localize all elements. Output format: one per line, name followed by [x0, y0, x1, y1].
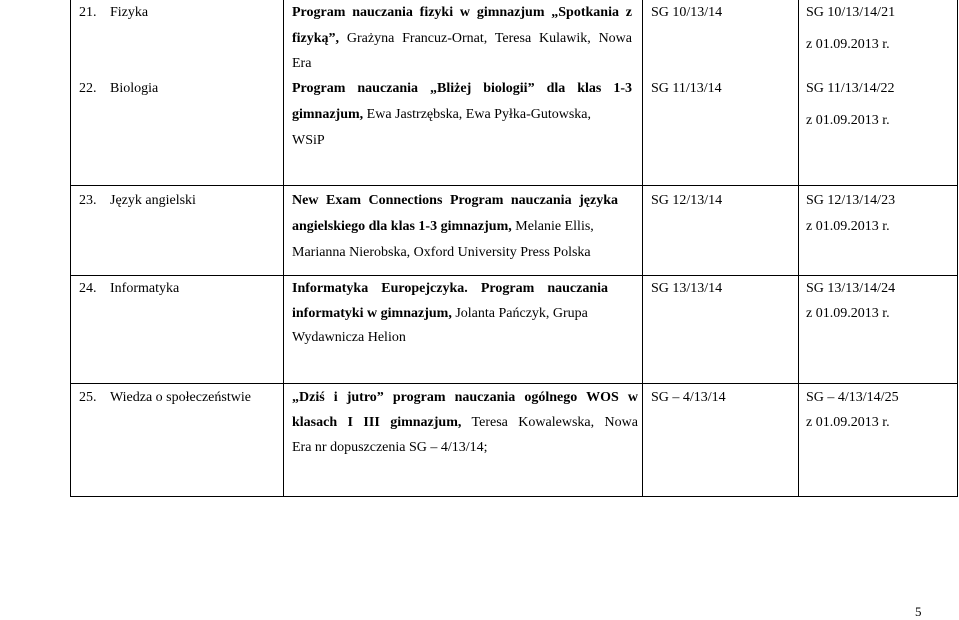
approval-date: z 01.09.2013 r.: [806, 219, 890, 234]
program-line: [292, 31, 632, 47]
subject-name: Język angielski: [110, 193, 196, 208]
program-rest: Era: [292, 56, 312, 71]
sg-code: SG 11/13/14: [651, 81, 722, 96]
program-line: [292, 107, 591, 123]
subject-name: Informatyka: [110, 281, 180, 296]
program-rest: Jolanta Pańczyk, Grupa: [451, 306, 588, 321]
program-bold: Program nauczania „Bliżej biologii” dla klas 1-3: [292, 81, 632, 96]
program-bold: informatyki w gimnazjum,: [292, 306, 452, 321]
approval-code: SG 10/13/14/21: [806, 5, 896, 20]
program-rest: Marianna Nierobska, Oxford University Press Polska: [292, 245, 591, 260]
row-number: 22.: [79, 81, 97, 96]
program-bold: fizyką”,: [292, 31, 340, 46]
approval-code: SG 12/13/14/23: [806, 193, 896, 208]
program-rest: Grażyna Francuz-Ornat, Teresa Kulawik, Nowa: [339, 31, 632, 46]
program-line: [292, 306, 588, 322]
program-bold: „Dziś i jutro” program nauczania ogólnego WOS w: [292, 390, 638, 405]
program-line: [292, 281, 608, 297]
program-line: [292, 81, 632, 97]
program-line: [292, 440, 488, 456]
table-left-border: [70, 0, 71, 497]
column-divider-program: [283, 0, 284, 497]
row-number: 25.: [79, 390, 97, 405]
subject-name: Wiedza o społeczeństwie: [110, 390, 251, 405]
subject-name: Biologia: [110, 81, 159, 96]
approval-date: z 01.09.2013 r.: [806, 113, 890, 128]
approval-code: SG – 4/13/14/25: [806, 390, 899, 405]
column-divider-approval: [798, 0, 799, 497]
program-rest: Wydawnicza Helion: [292, 330, 406, 345]
program-line: [292, 5, 632, 21]
approval-date: z 01.09.2013 r.: [806, 37, 890, 52]
table-right-border: [957, 0, 958, 497]
row-number: 23.: [79, 193, 97, 208]
program-bold: gimnazjum,: [292, 107, 364, 122]
program-rest: Ewa Jastrzębska, Ewa Pyłka-Gutowska,: [363, 107, 591, 122]
row-number: 24.: [79, 281, 97, 296]
program-bold: Program nauczania fizyki w gimnazjum „Spotkania z: [292, 5, 632, 20]
program-line: [292, 330, 406, 346]
row-divider: [70, 383, 958, 384]
approval-date: z 01.09.2013 r.: [806, 415, 890, 430]
sg-code: SG 12/13/14: [651, 193, 723, 208]
approval-date: z 01.09.2013 r.: [806, 306, 890, 321]
program-line: [292, 390, 638, 406]
program-line: [292, 56, 311, 72]
program-bold: klasach I III gimnazjum,: [292, 415, 462, 430]
program-bold: New Exam Connections Program nauczania języka: [292, 193, 618, 208]
sg-code: SG 13/13/14: [651, 281, 723, 296]
approval-code: SG 13/13/14/24: [806, 281, 896, 296]
program-line: [292, 133, 325, 149]
sg-code: SG 10/13/14: [651, 5, 723, 20]
program-line: [292, 219, 594, 235]
table-bottom-border: [70, 496, 958, 497]
program-bold: Informatyka Europejczyka. Program nauczania: [292, 281, 608, 296]
column-divider-sg: [642, 0, 643, 497]
program-rest: Melanie Ellis,: [511, 219, 594, 234]
subject-name: Fizyka: [110, 5, 149, 20]
row-divider: [70, 275, 958, 276]
program-line: [292, 193, 618, 209]
program-rest: WSiP: [292, 133, 325, 148]
program-rest: Era nr dopuszczenia SG – 4/13/14;: [292, 440, 488, 455]
row-divider: [70, 185, 958, 186]
program-bold: angielskiego dla klas 1-3 gimnazjum,: [292, 219, 512, 234]
page-number: 5: [915, 604, 922, 619]
row-number: 21.: [79, 5, 97, 20]
program-line: [292, 415, 638, 431]
approval-code: SG 11/13/14/22: [806, 81, 895, 96]
program-rest: Teresa Kowalewska, Nowa: [461, 415, 638, 430]
sg-code: SG – 4/13/14: [651, 390, 726, 405]
program-line: [292, 245, 591, 261]
